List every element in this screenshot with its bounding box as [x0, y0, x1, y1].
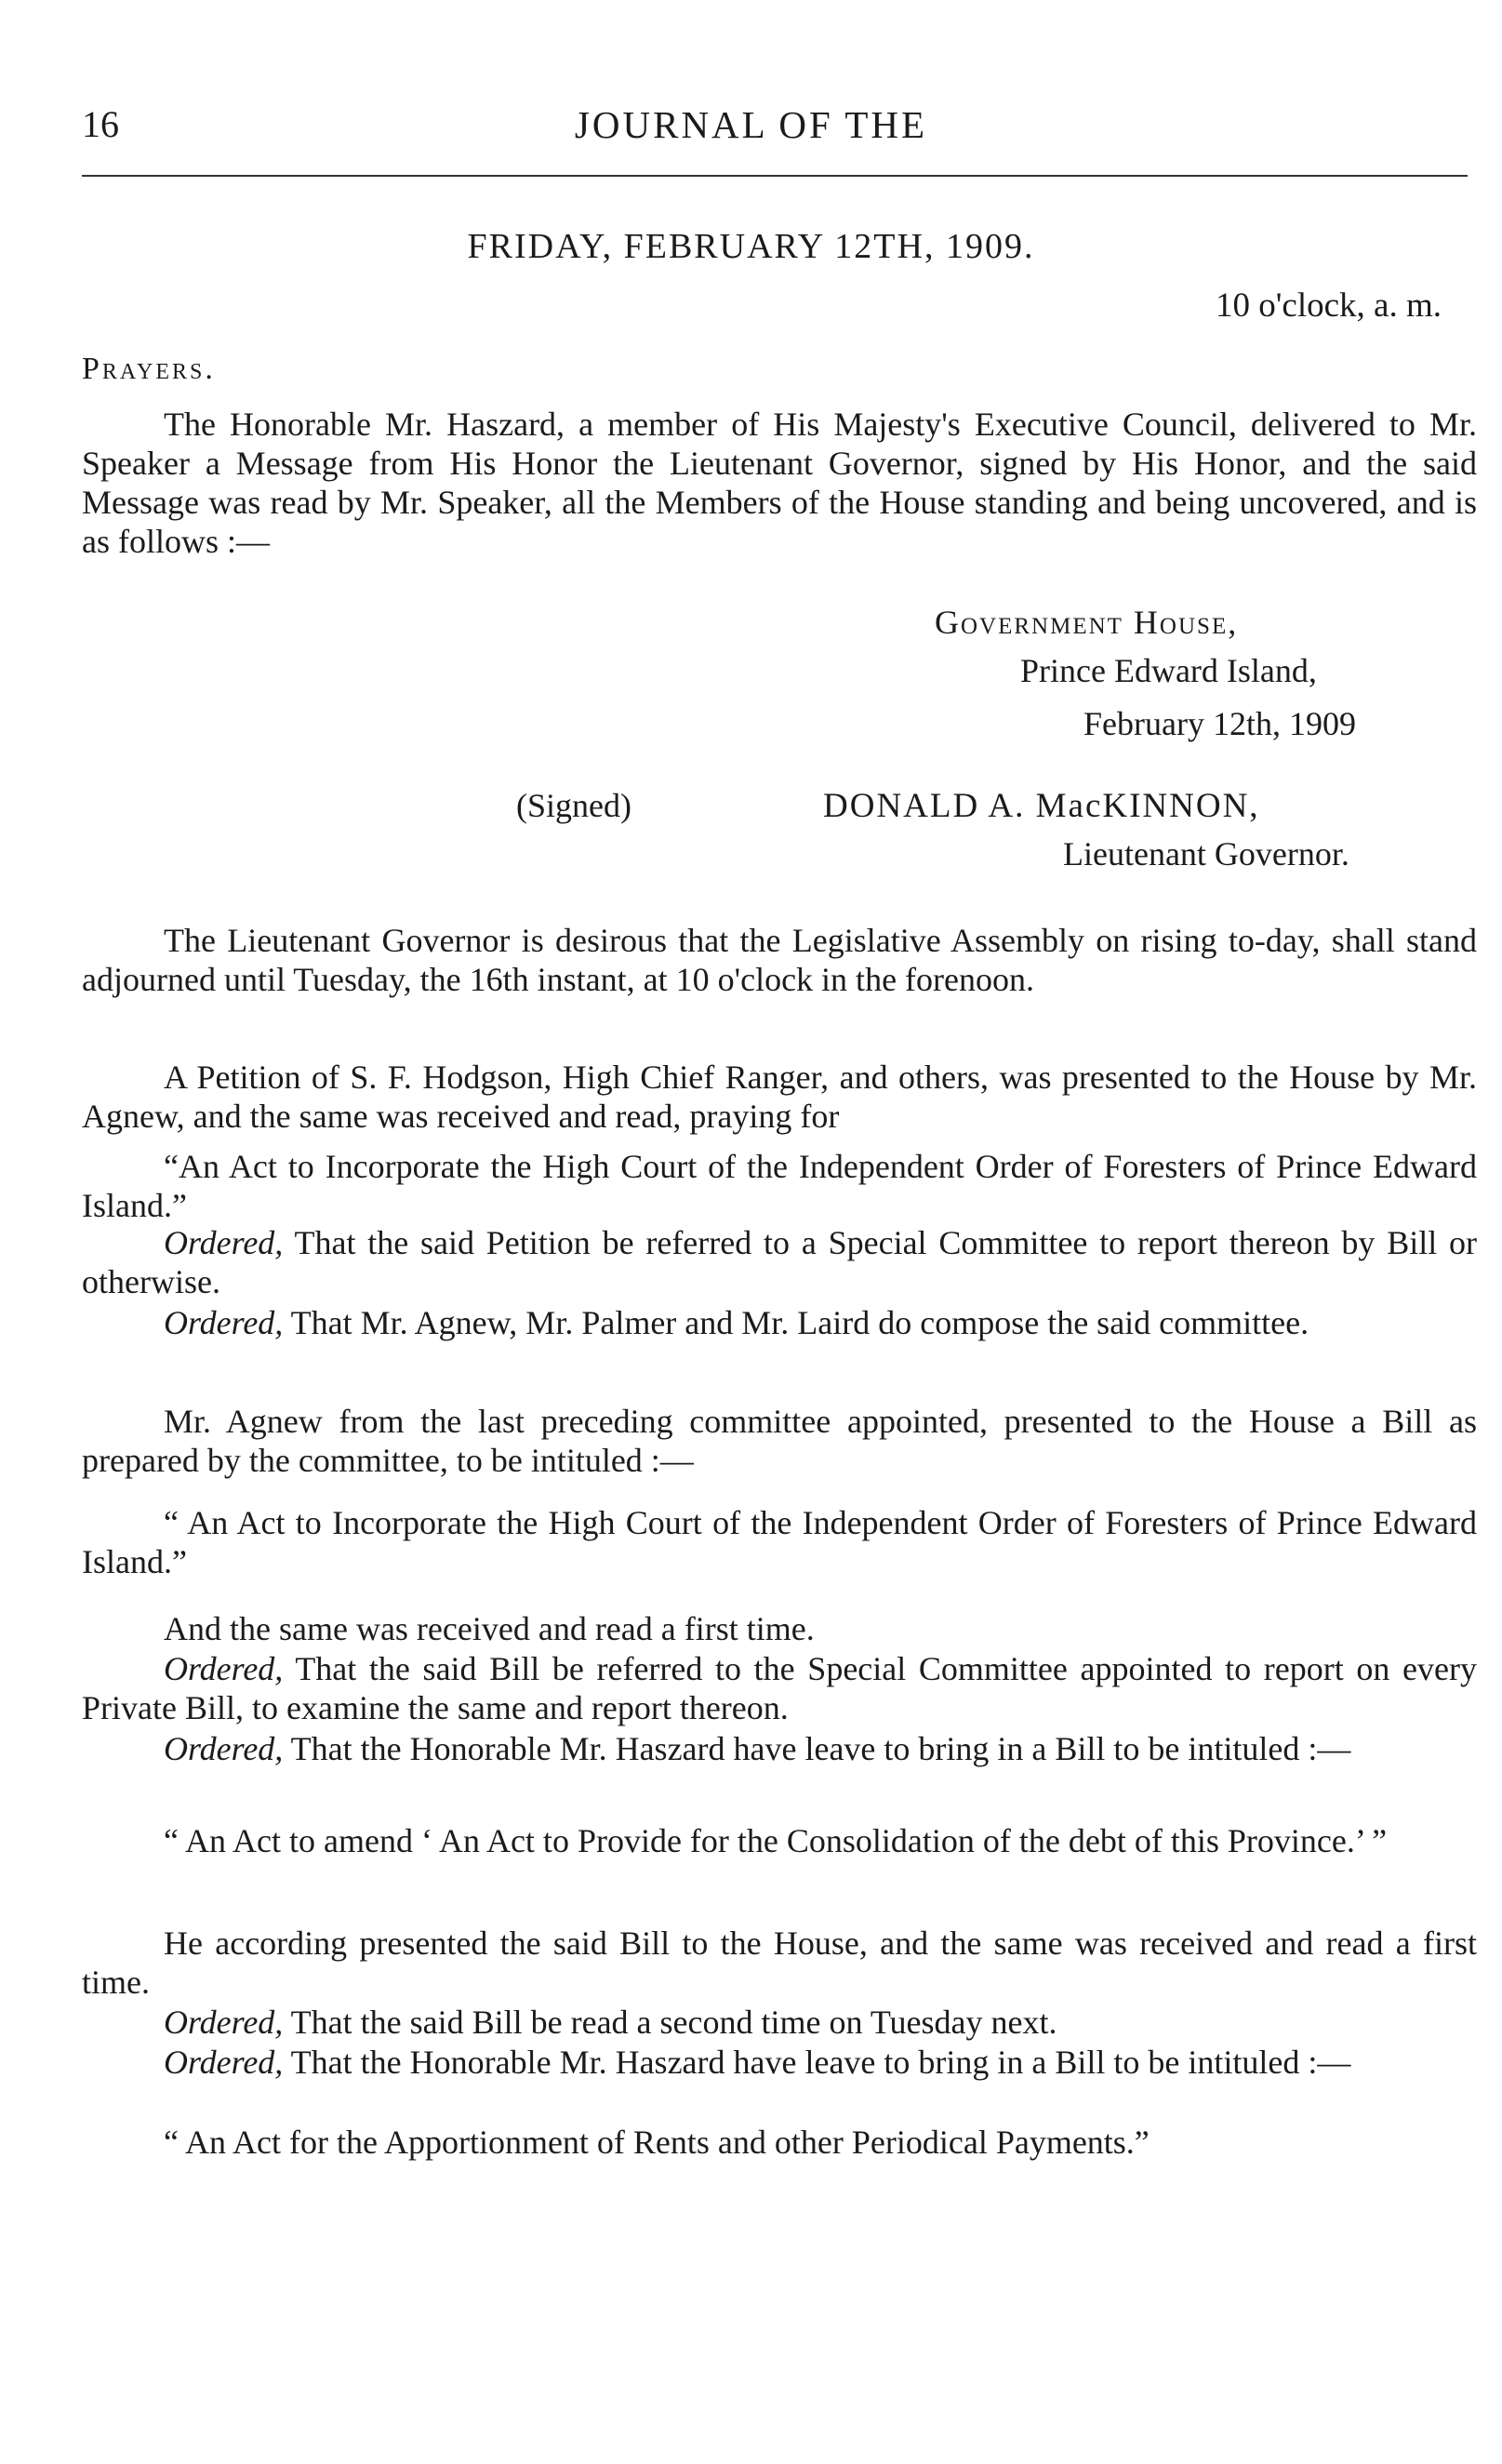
- running-title: JOURNAL OF THE: [574, 103, 928, 146]
- ordered-label: Ordered,: [164, 1650, 284, 1687]
- address-line-2: Prince Edward Island,: [1020, 652, 1317, 689]
- ordered-text-2: That Mr. Agnew, Mr. Palmer and Mr. Laird do compose the said committee.: [290, 1304, 1309, 1341]
- bill-title-1: “ An Act to Incorporate the High Court of the Independent Order of Foresters of Prince Edward Island.”: [82, 1504, 1477, 1580]
- ordered-paragraph-2: [82, 1303, 1477, 1342]
- page-number: 16: [82, 103, 119, 145]
- ordered-text-3: That the said Bill be referred to the Special Committee appointed to report on every Private Bill, to examine the same and report thereon.: [82, 1650, 1477, 1726]
- signed-label: (Signed): [516, 787, 631, 824]
- message-body: The Lieutenant Governor is desirous that the Legislative Assembly on rising to-day, shall stand adjourned until Tuesday, the 16th instant, at 10 o'clock in the forenoon.: [82, 922, 1477, 998]
- header-rule: [82, 175, 1468, 177]
- entry-date: FRIDAY, FEBRUARY 12TH, 1909.: [467, 227, 1035, 266]
- ordered-label: Ordered,: [164, 1304, 284, 1341]
- ordered-paragraph-4: [82, 1729, 1477, 1768]
- signer-title: Lieutenant Governor.: [1063, 835, 1349, 872]
- ordered-paragraph-5: [82, 2003, 1477, 2042]
- ordered-paragraph-6: [82, 2043, 1477, 2082]
- bill-title-2: “ An Act to amend ‘ An Act to Provide for the Consolidation of the debt of this Province.’ ”: [164, 1822, 1388, 1859]
- bill-title-3: “ An Act for the Apportionment of Rents and other Periodical Payments.”: [164, 2124, 1150, 2161]
- agnew-report: Mr. Agnew from the last preceding committee appointed, presented to the House a Bill as prepared by the committee, to be intituled :—: [82, 1403, 1477, 1479]
- petition-paragraph: A Petition of S. F. Hodgson, High Chief Ranger, and others, was presented to the House by Mr. Agnew, and the same was received and read, praying for: [82, 1059, 1477, 1135]
- entry-time: 10 o'clock, a. m.: [1216, 286, 1442, 325]
- ordered-label: Ordered,: [164, 1730, 284, 1767]
- prayers-heading: Prayers.: [82, 352, 216, 386]
- ordered-paragraph-1: [82, 1223, 1477, 1301]
- message-intro: The Honorable Mr. Haszard, a member of His Majesty's Executive Council, delivered to Mr. Speaker a Message from His Honor the Lieutenant Governor, signed by His Honor, and the said Message was read by Mr. Speaker, all the Members of the House standing and being uncovered, and is as follows :—: [82, 406, 1477, 560]
- ordered-text-1: That the said Petition be referred to a Special Committee to report thereon by Bill or otherwise.: [82, 1224, 1477, 1300]
- ordered-text-5: That the said Bill be read a second time on Tuesday next.: [290, 2004, 1057, 2041]
- ordered-label: Ordered,: [164, 1224, 284, 1261]
- signer-name: DONALD A. MacKINNON,: [823, 787, 1260, 825]
- petition-act-title: “An Act to Incorporate the High Court of the Independent Order of Foresters of Prince Edward Island.”: [82, 1148, 1477, 1224]
- ordered-label: Ordered,: [164, 2044, 284, 2081]
- first-reading-1: And the same was received and read a first time.: [164, 1610, 815, 1647]
- ordered-text-4: That the Honorable Mr. Haszard have leave to bring in a Bill to be intituled :—: [290, 1730, 1351, 1767]
- bill-presented-2: He according presented the said Bill to the House, and the same was received and read a first time.: [82, 1925, 1477, 2001]
- ordered-text-6: That the Honorable Mr. Haszard have leave to bring in a Bill to be intituled :—: [290, 2044, 1351, 2081]
- address-line-1: Government House,: [935, 604, 1239, 641]
- address-date: February 12th, 1909: [1083, 705, 1356, 742]
- ordered-paragraph-3: [82, 1649, 1477, 1727]
- ordered-label: Ordered,: [164, 2004, 284, 2041]
